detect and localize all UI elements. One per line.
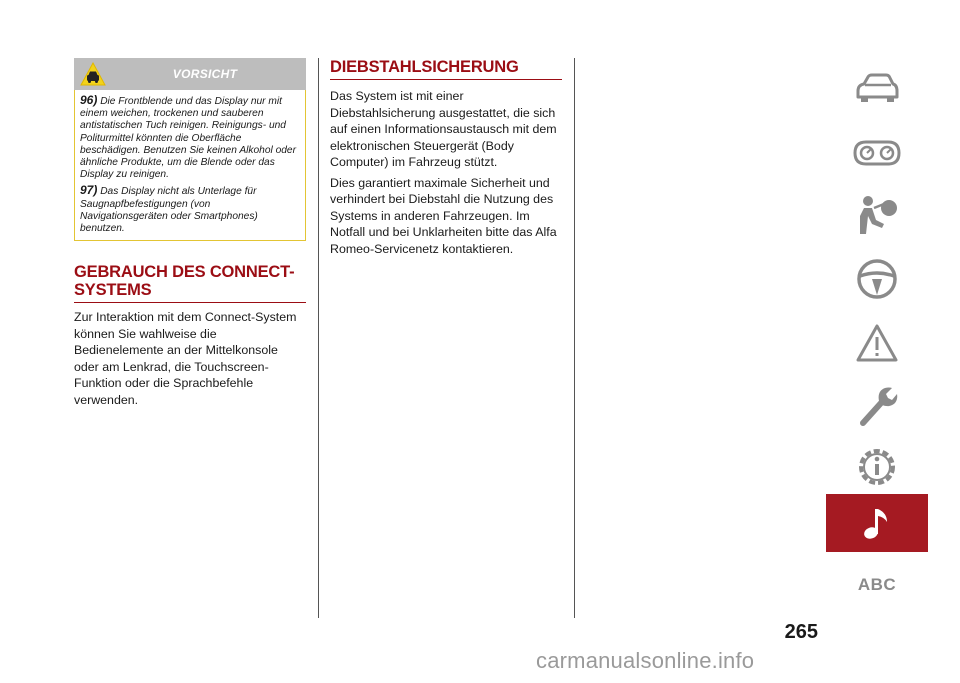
sidebar-item-dashboard[interactable] (826, 124, 928, 182)
sidebar-item-service[interactable] (826, 376, 928, 434)
middle-column (330, 58, 562, 257)
car-icon (853, 72, 901, 106)
column-divider (318, 58, 319, 618)
steering-wheel-icon (855, 257, 899, 301)
paragraph: Das System ist mit einer Diebstahlsicherung ausgestattet, die sich auf einen Informationsaustausch mit dem elektronischen Steuergerät (Body Computer) im Fahrzeug stützt. (330, 89, 557, 169)
gear-info-icon (854, 444, 900, 490)
caution-header (74, 58, 306, 90)
note-number: 96) (80, 93, 98, 107)
note-text: Die Frontblende und das Display nur mit einem weichen, trockenen und sauberen antistatischen Tuch reinigen. Reinigungs- und Politurmittel könnten die Oberfläche beschädigen. Benutzen Sie keinen Alkohol oder ähnliche Produkte, um die Blende oder das Display zu reinigen. (80, 96, 296, 181)
sidebar-item-technical[interactable] (826, 438, 928, 496)
sidebar-item-index[interactable] (826, 556, 928, 614)
page-number: 265 (784, 621, 818, 643)
sidebar-item-warning[interactable] (826, 314, 928, 372)
paragraph: Dies garantiert maximale Sicherheit und verhindert bei Diebstahl die Nutzung des Systems in anderen Fahrzeugen. Im Notfall und bei Unklarheiten bitte das Alfa Romeo-Servicenetz kontaktieren. (330, 175, 557, 256)
sidebar-item-safety[interactable] (826, 186, 928, 244)
caution-title: VORSICHT (172, 67, 238, 81)
music-note-icon (861, 505, 893, 541)
caution-note (80, 184, 300, 235)
warning-triangle-icon (855, 323, 899, 363)
left-column (74, 58, 306, 408)
sidebar-item-car[interactable] (826, 60, 928, 118)
chapter-sidebar (826, 26, 928, 626)
section-heading-theft: DIEBSTAHLSICHERUNG (330, 58, 562, 80)
caution-note (80, 94, 300, 181)
paragraph: Zur Interaktion mit dem Connect-System können Sie wahlweise die Bedienelemente an der Mittelkonsole oder am Lenkrad, die Touchscreen-Funktion oder die Sprachbefehle verwenden. (74, 310, 297, 407)
watermark: carmanualsonline.info (536, 648, 755, 673)
abc-index-label: ABC (857, 575, 897, 594)
dashboard-gauges-icon (852, 138, 902, 168)
note-number: 97) (80, 183, 98, 198)
sidebar-item-steering[interactable] (826, 250, 928, 308)
sidebar-item-multimedia[interactable] (826, 494, 928, 552)
caution-box (74, 90, 306, 241)
airbag-safety-icon (854, 194, 900, 236)
note-text: Das Display nicht als Unterlage für Saugnapfbefestigungen (von Navigationsgeräten oder Smartphones) benutzen. (80, 186, 258, 235)
section-heading-connect: GEBRAUCH DES CONNECT-SYSTEMS (74, 263, 306, 303)
column-divider (574, 58, 575, 618)
wrench-icon (855, 383, 899, 427)
